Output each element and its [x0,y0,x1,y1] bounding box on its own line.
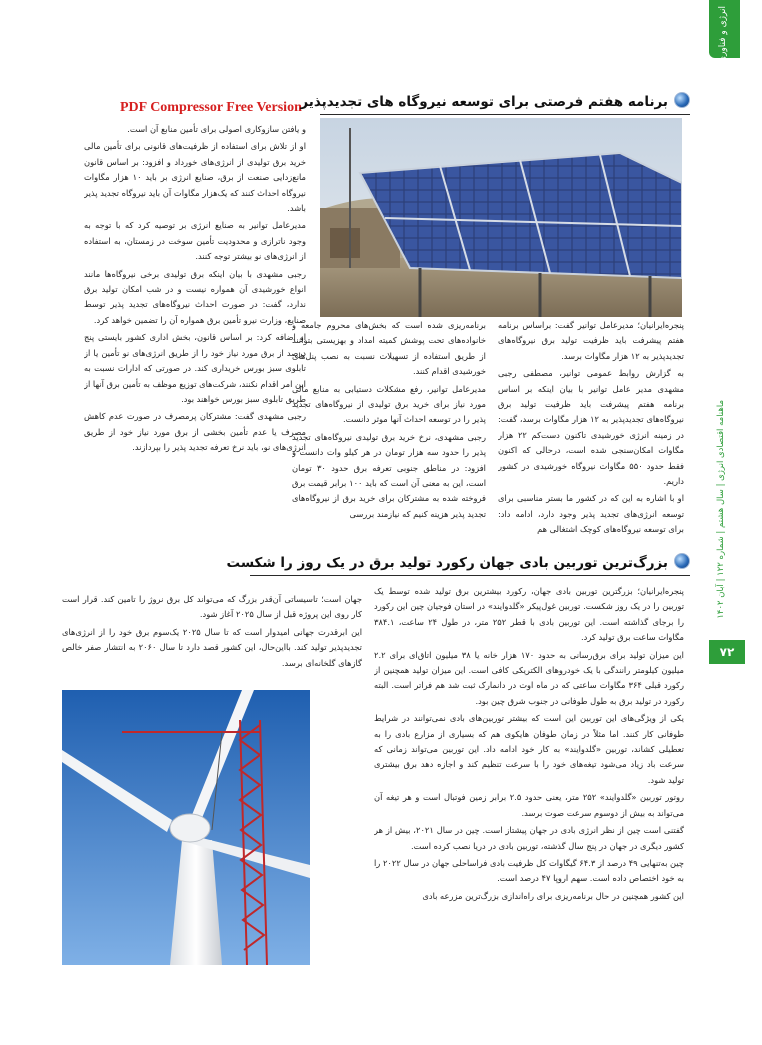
article2-col-right: پنجره‌ایرانیان؛ بزرگترین توربین بادی جهان، رکورد بیشترین برق تولید شده توسط یک توربین را در یک روز شکست. توربین غول‌پیکر «گلدوایند» در استان فوجیان چین این رکورد را برجای گذاشته است. این توربین بادی با قطر ۲۵۲ متر، در طول ۲۴ ساعت، ۳۸۴.۱ مگاوات ساعت برق تولید کرد. این میزان تولید برای برق‌رسانی به حدود ۱۷۰ هزار خانه یا ۳۸ میلیون اتاق‌ای برای ۲.۲ میلیون کیلومتر رانندگی با یک خودروهای الکتریکی کافی است. این میزان تولید همچنین از رکورد قبلی ۳۶۴ مگاوات ساعتی که در ماه اوت در دانمارک ثبت شد هم فراتر است. البته رکورد در تولید برق به طول طوفانی در جنوب شرق چین بود. یکی از ویژگی‌های این توربین این است که بیشتر توربین‌های بادی نمی‌توانند در شرایط طوفانی کار کنند. اما مثلاً در زمان طوفان هایکوی هم که بسیاری از مزارع بادی را به تعطیلی کشاند، توربین «گلدوایند» به کار خود ادامه داد. این توربین می‌تواند زمانی که سرعت باد زیاد می‌شود تیغه‌های خود را با سرعت تنظیم کند و اجازه دهد برق بیشتری تولید شود. روتور توربین «گلدوایند» ۲۵۲ متر، یعنی حدود ۲.۵ برابر زمین فوتبال است و هر تیغه آن می‌تواند به بیش از دوسوم سرعت صوت برسد. گفتنی است چین از نظر انرژی بادی در جهان پیشتاز است. چین در سال ۲۰۲۱، بیش از هر کشور دیگری در جهان در پنج سال گذشته، توربین بادی در دریا نصب کرده است. چین به‌تنهایی ۴۹ درصد از ۶۴.۳ گیگاوات کل ظرفیت بادی فراساحلی جهان در سال ۲۰۲۲ را به خود اختصاص داده است. سهم اروپا ۴۷ درصد است. این کشور همچنین در حال برنامه‌ریزی برای راه‌اندازی بزرگ‌ترین مزرعه بادی [374,586,684,901]
wind-turbine-image [62,690,310,965]
solar-panel-image [320,118,682,317]
article1-col-left: و یافتن سازوکاری اصولی برای تأمین منابع آن است. او از تلاش برای استفاده از ظرفیت‌های قانونی برای تأمین مالی خرید برق تولیدی از انرژی‌های خورداد و افزود: بر اساس قانون مانع‌زدایی صنعت از برق، صنایع انرژی بر باید ۱۰ هزار مگاوات نیروگاه احداث کنند که یک‌هزار مگاوات آن باید نیروگاه تجدید پذیر باشد. مدیرعامل توانیر به صنایع انرژی بر توصیه کرد که با توجه به وجود ناترازی و محدودیت تأمین سوخت در زمستان، به استفاده از انرژی‌های نو بیشتر توجه کنند. رجبی مشهدی با بیان اینکه برق تولیدی برخی نیروگاه‌ها مانند انواع خورشیدی آن همواره نیست و در شب امکان تولید برق ندارد، گفت: در صورت احداث نیروگاه‌های تجدید پذیر توسط صنایع، وزارت نیرو تأمین برق همواره آن را تضمین خواهد کرد. او اضافه کرد: بر اساس قانون، بخش اداری کشور بایستی پنج درصد از برق مورد نیاز خود را از طریق انرژی‌های نو تأمین یا از تابلوی سبز بورس خریداری کند. در صورتی که ادارات نسبت به این امر اقدام نکنند، شرکت‌های توزیع موظف به تأمین برق آنها از طریق تابلوی سبز بورس خواهند بود. رجبی مشهدی گفت: مشترکان پرمصرف در صورت عدم کاهش مصرف یا عدم تأمین بخشی از برق مورد نیاز خود از طریق انرژی‌های نو، باید نرخ تعرفه تجدید پذیر را بپردازند. [84,124,306,453]
article2-title: بزرگ‌ترین توربین بادی جهان رکورد تولید برق در یک روز را شکست [250,553,690,576]
article1-title: برنامه هفتم فرصتی برای توسعه نیروگاه های تجدیدپذیر [320,92,690,115]
page-number: ۷۲ [709,640,745,664]
magazine-strip: ماهنامه اقتصادی انرژی | سال هشتم | شماره ۱۲۲ | آبان ۱۴۰۲ [716,400,726,619]
article1-col-right: پنجره‌ایرانیان؛ مدیرعامل توانیر گفت: براساس برنامه هفتم پیشرفت باید ظرفیت تولید برق نیروگاه‌های تجدیدپذیر به ۱۲ هزار مگاوات برسد. به گزارش روابط عمومی توانیر، مصطفی رجبی مشهدی مدیر عامل توانیر با بیان اینکه بر اساس برنامه هفتم پیشرفت باید ظرفیت تولید برق نیروگاه‌های تجدیدپذیر به ۱۲ هزار مگاوات برسد، گفت: در زمینه انرژی خورشیدی تاکنون دست‌کم ۲۲ هزار مگاوات امکان‌سنجی شده است، درحالی که اکنون فقط حدود ۵۵۰ مگاوات نیروگاه خورشیدی در کشور داریم. او با اشاره به این که در کشور ما بستر مناسبی برای توسعه انرژی‌های تجدید پذیر وجود دارد، ادامه داد: برای توسعه نیروگاه‌های کوچک اشتغالی هم [498,320,684,535]
watermark: PDF Compressor Free Version [120,100,302,115]
bullet-icon [674,92,690,108]
article1-col-mid: برنامه‌ریزی شده است که بخش‌های محروم جامعه و خانواده‌های تحت پوشش کمیته امداد و بهزیستی بتوانند از طریق استفاده از تسهیلات نسبت به نصب پنل‌های خورشیدی اقدام کنند. مدیرعامل توانیر، رفع مشکلات دستیابی به منابع مالی مورد نیاز برای خرید برق تولیدی از نیروگاه‌های تجدید پذیر را در توسعه احداث آنها موثر دانست. رجبی مشهدی، نرخ خرید برق تولیدی نیروگاه‌های تجدید پذیر را حدود سه هزار تومان در هر کیلو وات دانست و افزود: در مناطق جنوبی تعرفه برق حدود ۳۰ تومان است، این به معنی آن است که باید ۱۰۰ برابر قیمت برق فروخته شده به مشترکان برای خرید برق از نیروگاه‌های تجدید پذیر هزینه کنیم که نیازمند بررسی [292,320,486,519]
section-tab: انرژی و فناوری [709,0,740,58]
article2-col-left: جهان است؛ تاسیساتی آن‌قدر بزرگ که می‌تواند کل برق نروژ را تامین کند. قرار است کار روی این پروژه قبل از سال ۲۰۲۵ آغاز شود. این ابرقدرت جهانی امیدوار است که تا سال ۲۰۲۵ یک‌سوم برق خود را از انرژی‌های تجدیدپذیر تولید کند. بااین‌حال، این کشور قصد دارد تا سال ۲۰۶۰ به انتشار صفر خالص گازهای گلخانه‌ای برسد. [62,594,362,668]
bullet-icon [674,553,690,569]
